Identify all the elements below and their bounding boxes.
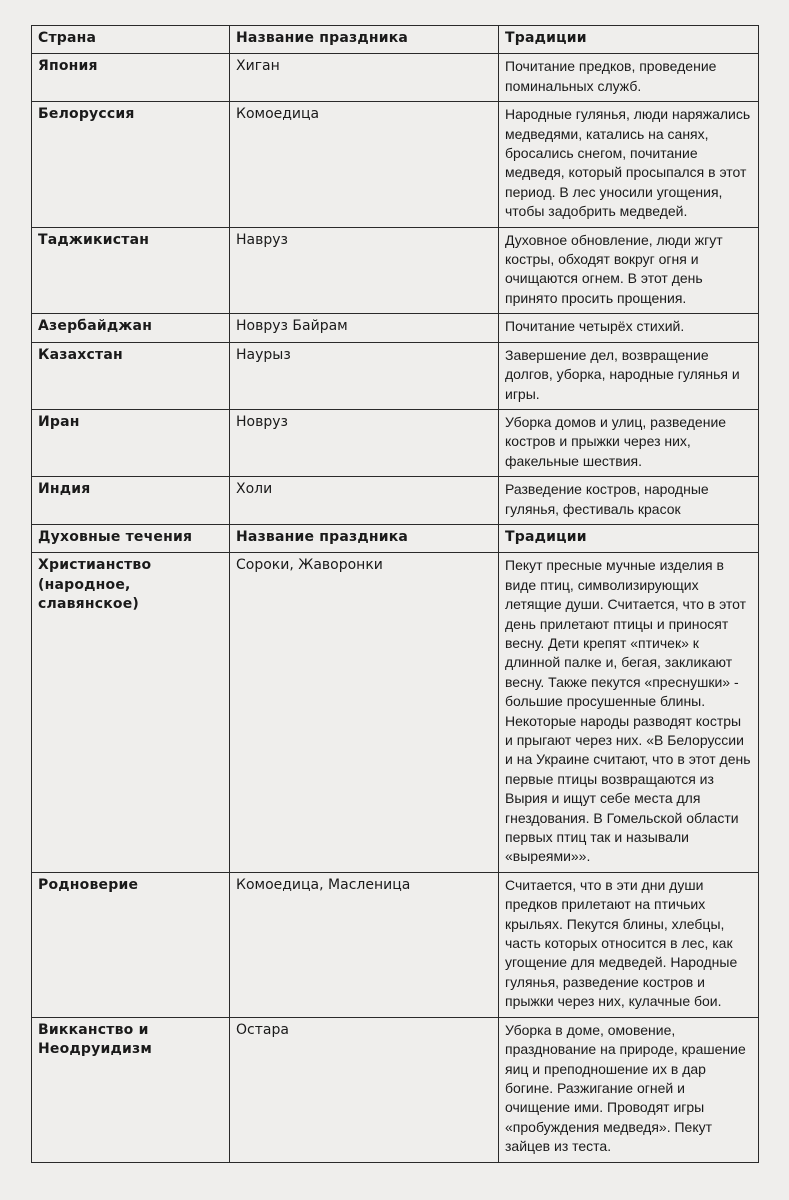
traditions-cell: Завершение дел, возвращение долгов, уборка, народные гулянья и игры. — [499, 342, 759, 409]
traditions-cell: Пекут пресные мучные изделия в виде птиц, символизирующих летящие души. Считается, что в этот день прилетают птицы и приносят весну. Дети крепят «птичек» к длинной палке и, бегая, закликают весну. Также пекутся «преснушки» - большие просушенные блины. Некоторые народы разводят костры и прыгают через них. «В Белоруссии и на Украине считают, что в этот день первые птицы возвращаются из Вырия и ищут себе места для гнездования. В Гомельской области первых птиц так и называли «выреями»». — [499, 553, 759, 873]
traditions-cell: Уборка домов и улиц, разведение костров и прыжки через них, факельные шествия. — [499, 409, 759, 476]
table-row — [32, 477, 759, 525]
traditions-cell: Народные гулянья, люди наряжались медведями, катались на санях, бросались снегом, почитание медведя, который просыпался в этот период. В лес уносили угощения, чтобы задобрить медведей. — [499, 102, 759, 227]
header-holiday-name: Название праздника — [230, 524, 499, 552]
table-row — [32, 409, 759, 476]
table-row — [32, 1017, 759, 1162]
header-traditions: Традиции — [499, 26, 759, 54]
table-row — [32, 314, 759, 342]
table-row — [32, 102, 759, 227]
movement-cell: Родноверие — [32, 872, 230, 1017]
movement-cell: Христианство (народное, славянское) — [32, 553, 230, 873]
holiday-cell: Наурыз — [230, 342, 499, 409]
traditions-cell: Уборка в доме, омовение, празднование на природе, крашение яиц и преподношение их в дар богине. Разжигание огней и очищение ими. Проводят игры «пробуждения медведя». Пекут зайцев из теста. — [499, 1017, 759, 1162]
header-holiday-name: Название праздника — [230, 26, 499, 54]
country-cell: Иран — [32, 409, 230, 476]
header-row-countries — [32, 26, 759, 54]
holiday-cell: Навруз — [230, 227, 499, 314]
traditions-cell: Разведение костров, народные гулянья, фестиваль красок — [499, 477, 759, 525]
table-row — [32, 227, 759, 314]
table-row — [32, 54, 759, 102]
country-cell: Япония — [32, 54, 230, 102]
holiday-cell: Комоедица — [230, 102, 499, 227]
header-traditions: Традиции — [499, 524, 759, 552]
holiday-cell: Новруз Байрам — [230, 314, 499, 342]
holiday-cell: Комоедица, Масленица — [230, 872, 499, 1017]
holidays-table — [31, 25, 759, 1163]
country-cell: Белоруссия — [32, 102, 230, 227]
holiday-cell: Остара — [230, 1017, 499, 1162]
table-row — [32, 342, 759, 409]
movement-cell: Викканство и Неодруидизм — [32, 1017, 230, 1162]
table-row — [32, 553, 759, 873]
traditions-cell: Почитание четырёх стихий. — [499, 314, 759, 342]
traditions-cell: Почитание предков, проведение поминальных служб. — [499, 54, 759, 102]
country-cell: Индия — [32, 477, 230, 525]
header-row-movements — [32, 524, 759, 552]
header-country: Страна — [32, 26, 230, 54]
header-movement: Духовные течения — [32, 524, 230, 552]
country-cell: Казахстан — [32, 342, 230, 409]
traditions-cell: Духовное обновление, люди жгут костры, обходят вокруг огня и очищаются огнем. В этот день принято просить прощения. — [499, 227, 759, 314]
holiday-cell: Холи — [230, 477, 499, 525]
holiday-cell: Сороки, Жаворонки — [230, 553, 499, 873]
traditions-cell: Считается, что в эти дни души предков прилетают на птичьих крыльях. Пекутся блины, хлебцы, часть которых относится в лес, как угощение для медведей. Народные гулянья, разведение костров и прыжки через них, кулачные бои. — [499, 872, 759, 1017]
table-row — [32, 872, 759, 1017]
holiday-cell: Новруз — [230, 409, 499, 476]
holiday-cell: Хиган — [230, 54, 499, 102]
country-cell: Таджикистан — [32, 227, 230, 314]
country-cell: Азербайджан — [32, 314, 230, 342]
